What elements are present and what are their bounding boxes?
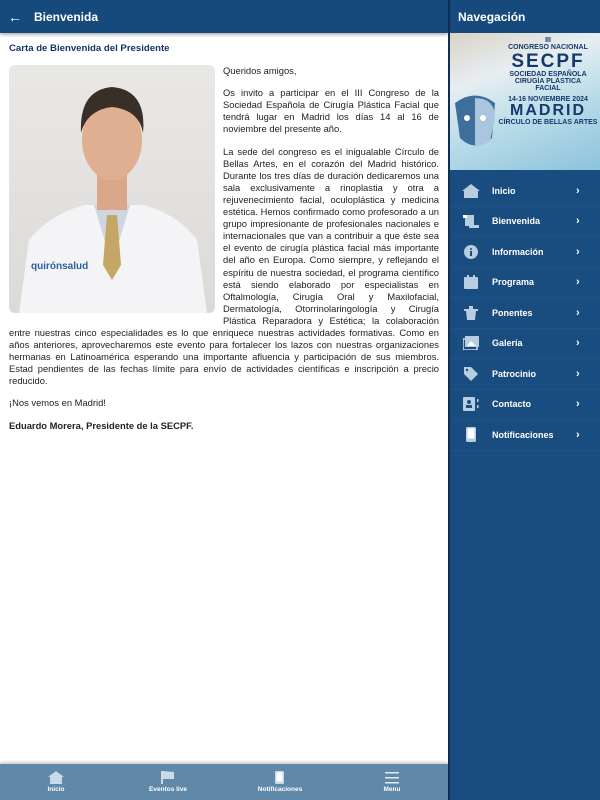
banner-text <box>496 37 600 126</box>
top-bar <box>0 0 448 33</box>
chevron-right-icon: › <box>576 428 580 441</box>
home-icon <box>48 771 64 784</box>
phone-icon <box>466 427 476 442</box>
banner-city: MADRID <box>510 102 586 120</box>
president-photo <box>9 65 215 313</box>
nav-label: Contacto <box>492 399 531 410</box>
nav-label: Galería <box>492 338 523 349</box>
info-icon <box>464 245 478 259</box>
chevron-right-icon: › <box>576 245 580 258</box>
banner-line4: FACIAL <box>535 85 561 93</box>
banner-dates: 14-16 NOVIEMBRE 2024 <box>508 95 588 103</box>
chevron-right-icon: › <box>576 398 580 411</box>
banner-line3: CIRUGÍA PLÁSTICA <box>514 78 582 86</box>
nav-item-contacto[interactable] <box>450 390 600 421</box>
chevron-right-icon: › <box>576 306 580 319</box>
bottom-tab-eventos-live[interactable] <box>112 764 224 800</box>
chevron-right-icon: › <box>576 276 580 289</box>
bottom-tab-notificaciones[interactable] <box>224 764 336 800</box>
tag-icon <box>464 367 478 381</box>
navigation-drawer <box>448 0 600 800</box>
scroll-icon <box>463 215 479 228</box>
coat-logo-badge: quirónsalud <box>31 261 89 273</box>
tab-label: Inicio <box>47 786 65 793</box>
bottom-tab-inicio[interactable] <box>0 764 112 800</box>
calendar-icon <box>464 275 478 289</box>
nav-item-notificaciones[interactable] <box>450 420 600 451</box>
banner-line1: CONGRESO NACIONAL <box>508 44 588 52</box>
paragraph-2: La sede del congreso es el inigualable Círculo de Bellas Artes, en el corazón del Madrid histórico. Durante los tres días de duración dedicaremos una sala exclusivamente a rinoplastia y otra a rejuvenecimiento facial, oculoplástica y medicina estética. Hemos confirmado como profesorado a un grupo impresionante de profesionales nacionales e internacionales que van a contribuir a que éste sea el evento de cirugía plástica facial más importante del año en Europa. Como siempre, y reflejando el espíritu de nuestra sociedad, el programa científico está siendo elaborado por especialistas en Oftalmología, Cirugía Oral y Maxilofacial, Dermatología, Otorrinolaringología y Cirugía Plástica Reparadora y Estética; la colaboración entre nuestras cinco especialidades es lo que enriquece nuestras actividades formativas. Como en años anteriores, aprovecharemos este evento para fortalecer los lazos con nuestras organizaciones hermanas en Latinoamérica esperando una importante afluencia y participación de sus miembros. Estad pendientes de las fechas límite para envío de actividades científicas e inscripción a precio reducido. <box>9 145 439 387</box>
nav-item-bienvenida[interactable] <box>450 207 600 238</box>
tab-label: Menu <box>383 786 401 793</box>
nav-label: Notificaciones <box>492 429 554 440</box>
nav-label: Patrocinio <box>492 368 537 379</box>
president-portrait <box>9 65 215 313</box>
tab-label: Eventos live <box>149 786 187 793</box>
banner-acronym: SECPF <box>511 50 585 72</box>
page-title: Bienvenida <box>34 9 99 24</box>
nav-label: Bienvenida <box>492 216 541 227</box>
trash-icon <box>464 306 478 320</box>
gallery-icon <box>463 336 479 350</box>
nav-item-inicio[interactable] <box>450 176 600 207</box>
closing: ¡Nos vemos en Madrid! <box>9 397 106 409</box>
nav-item-informacion[interactable] <box>450 237 600 268</box>
bottom-tab-menu[interactable] <box>336 764 448 800</box>
banner-edition: III <box>545 37 551 44</box>
letter-heading: Carta de Bienvenida del Presidente <box>9 43 170 54</box>
banner-line2: SOCIEDAD ESPAÑOLA <box>509 70 587 78</box>
nav-item-ponentes[interactable] <box>450 298 600 329</box>
nav-label: Ponentes <box>492 307 533 318</box>
nav-item-programa[interactable] <box>450 268 600 299</box>
congress-banner <box>450 33 600 170</box>
menu-icon <box>385 771 399 784</box>
nav-item-galeria[interactable] <box>450 329 600 360</box>
tab-label: Notificaciones <box>257 786 303 793</box>
bottom-nav <box>0 764 448 800</box>
signature: Eduardo Morera, Presidente de la SECPF. <box>9 419 194 431</box>
paragraph-1: Os invito a participar en el III Congreso de la Sociedad Española de Cirugía Plástica Facial que tendrá lugar en Madrid los días 14 al 16 de noviembre del presente año. <box>223 87 439 135</box>
chevron-right-icon: › <box>576 367 580 380</box>
contact-icon <box>463 397 479 411</box>
drawer-title: Navegación <box>450 0 600 33</box>
chevron-right-icon: › <box>576 215 580 228</box>
nav-item-patrocinio[interactable] <box>450 359 600 390</box>
nav-label: Información <box>492 246 544 257</box>
phone-icon <box>275 771 285 784</box>
home-icon <box>462 184 480 198</box>
arrow-left-icon[interactable]: ← <box>8 8 22 25</box>
chevron-right-icon: › <box>576 337 580 350</box>
letter-content <box>0 33 448 432</box>
nav-label: Inicio <box>492 185 516 196</box>
flag-icon <box>161 771 175 784</box>
face-illustration <box>452 93 498 153</box>
nav-label: Programa <box>492 277 535 288</box>
greeting: Queridos amigos, <box>223 65 297 77</box>
chevron-right-icon: › <box>576 184 580 197</box>
banner-venue: CÍRCULO DE BELLAS ARTES <box>498 119 598 127</box>
